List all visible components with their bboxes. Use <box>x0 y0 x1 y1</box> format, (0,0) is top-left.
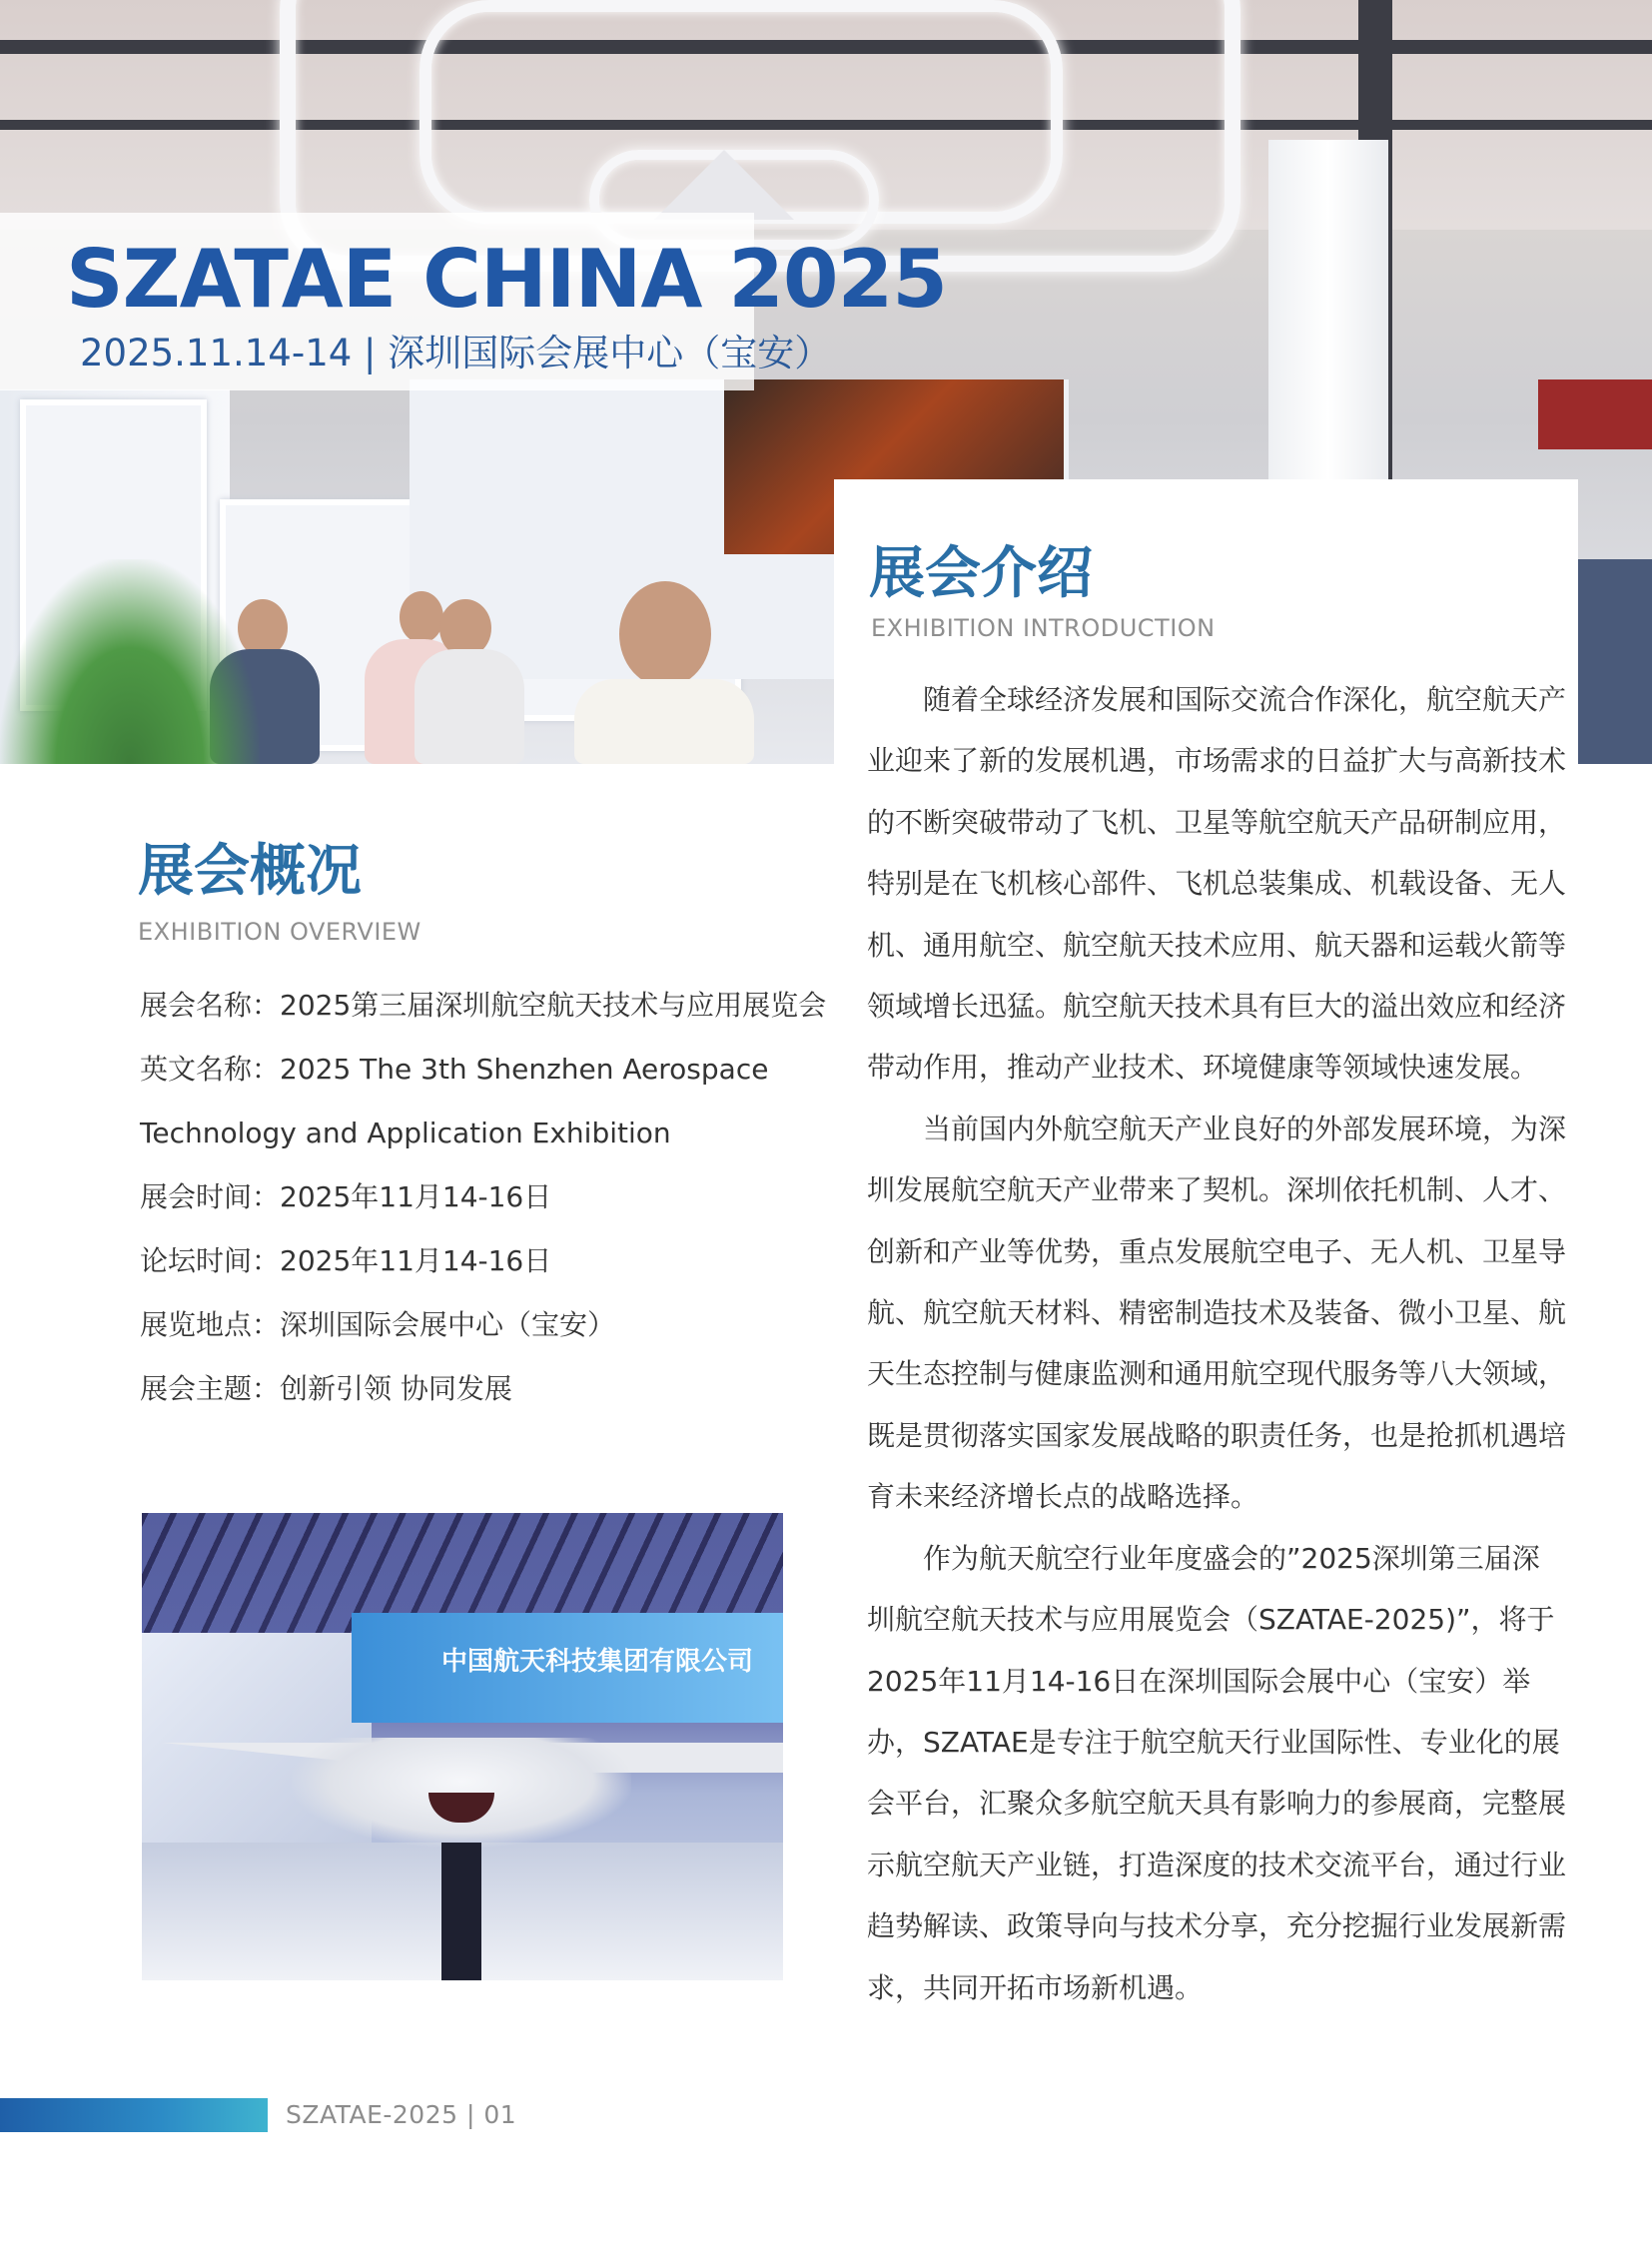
intro-paragraph: 随着全球经济发展和国际交流合作深化，航空航天产业迎来了新的发展机遇，市场需求的日益扩大与高新技术的不断突破带动了飞机、卫星等航空航天产品研制应用，特别是在飞机核心部件、飞机总装集成、机载设备、无人机、通用航空、航空航天技术应用、航天器和运载火箭等领域增长迅猛。航空航天技术具有巨大的溢出效应和经济带动作用，推动产业技术、环境健康等领域快速发展。 <box>867 683 1567 1085</box>
aircraft-photo <box>142 1513 783 1980</box>
visitor <box>414 649 524 764</box>
overview-title: 展会概况 <box>138 839 362 904</box>
intro-body <box>867 669 1566 2018</box>
intro-paragraph: 当前国内外航空航天产业良好的外部发展环境，为深圳发展航空航天产业带来了契机。深圳依托机制、人才、创新和产业等优势，重点发展航空电子、无人机、卫星导航、航空航天材料、精密制造技术及装备、微小卫星、航天生态控制与健康监测和通用航空现代服务等八大领域，既是贯彻落实国家发展战略的职责任务，也是抢抓机遇培育未来经济增长点的战略选择。 <box>867 1112 1567 1514</box>
overview-item-venue: 展览地点：深圳国际会展中心（宝安） <box>140 1308 616 1341</box>
intro-title: 展会介绍 <box>869 541 1093 606</box>
overview-item-forum-time: 论坛时间：2025年11月14-16日 <box>140 1244 552 1277</box>
intro-subtitle: EXHIBITION INTRODUCTION <box>871 614 1216 642</box>
overview-item-theme: 展会主题：创新引领 协同发展 <box>140 1372 512 1405</box>
visitor <box>574 679 754 764</box>
overview-item-exhibition-time: 展会时间：2025年11月14-16日 <box>140 1180 552 1213</box>
date-venue: 2025.11.14-14 | 深圳国际会展中心（宝安） <box>80 332 832 374</box>
visitor-head <box>619 581 711 687</box>
overview-item-english-name: 英文名称：2025 The 3th Shenzhen Aerospace Technology and Application Exhibition <box>140 1053 769 1149</box>
aircraft-stand <box>441 1843 481 1980</box>
visitor <box>1578 559 1652 764</box>
intro-paragraph: 作为航天航空行业年度盛会的”2025深圳第三届深圳航空航天技术与应用展览会（SZATAE-2025)”，将于2025年11月14-16日在深圳国际会展中心（宝安）举办，SZATAE是专注于航空航天行业国际性、专业化的展会平台，汇聚众多航空航天具有影响力的参展商，完整展示航空航天产业链，打造深度的技术交流平台，通过行业趋势解读、政策导向与技术分享，充分挖掘行业发展新需求，共同开拓市场新机遇。 <box>867 1541 1567 2004</box>
main-title: SZATAE CHINA 2025 <box>66 233 947 326</box>
pillar <box>1268 140 1388 479</box>
booth-sign <box>1538 379 1652 449</box>
overview-item-name: 展会名称：2025第三届深圳航空航天技术与应用展览会 <box>140 989 827 1022</box>
logo-lamp <box>654 150 794 220</box>
booth-sign-text: 中国航天科技集团有限公司 <box>441 1647 754 1677</box>
overview-subtitle: EXHIBITION OVERVIEW <box>138 918 421 946</box>
plant <box>0 559 260 764</box>
footer-page-label: SZATAE-2025 | 01 <box>286 2100 517 2129</box>
visitor-head <box>400 591 443 643</box>
overview-list <box>140 974 829 1421</box>
footer-bar <box>0 2098 268 2132</box>
